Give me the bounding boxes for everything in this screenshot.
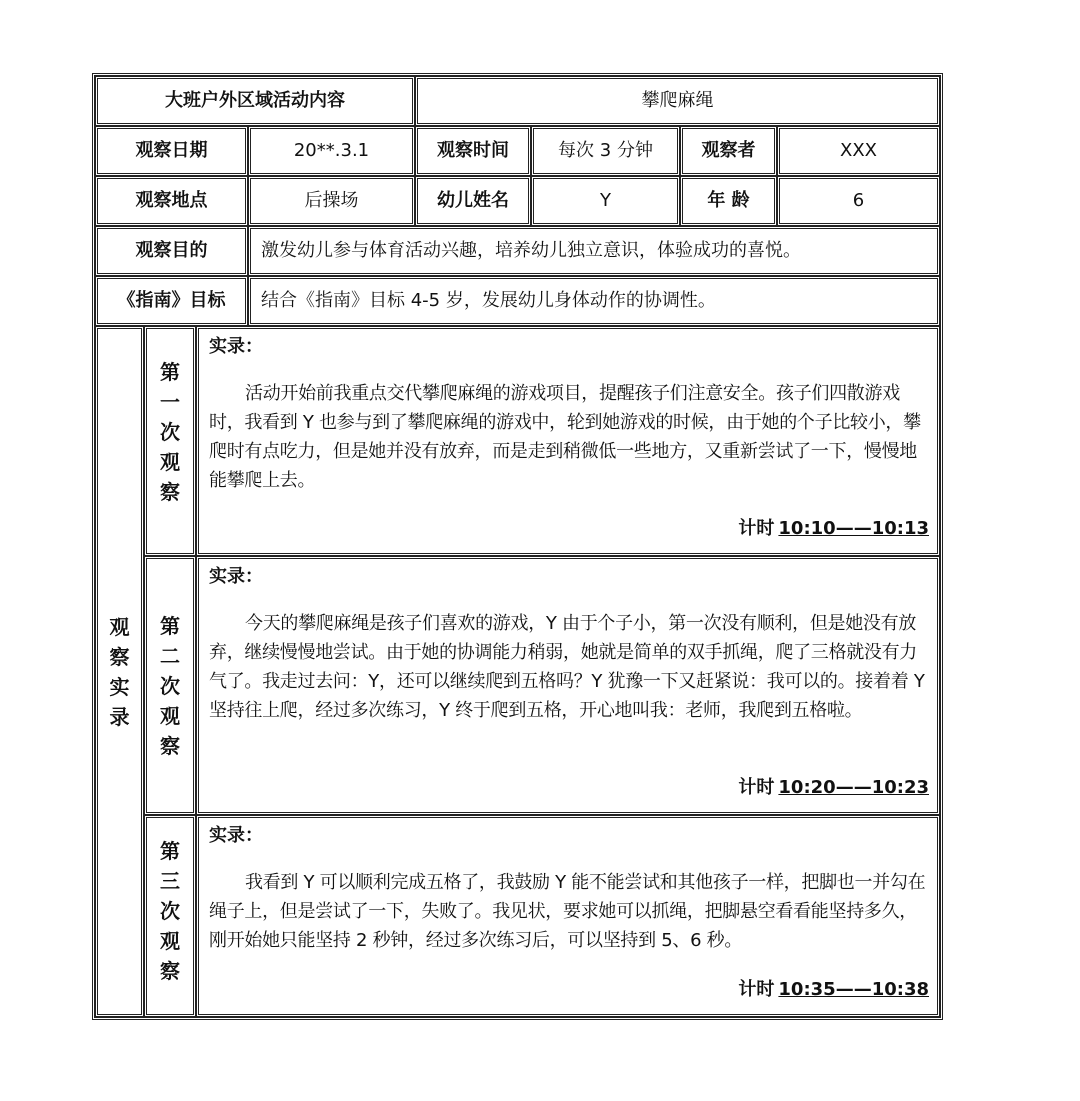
timer-label: 计时: [738, 777, 775, 798]
activity-row: [95, 76, 940, 126]
observation-title-1: 第 一 次 观 察: [144, 326, 196, 556]
records-section-label: 观 察 实 录: [95, 326, 144, 1017]
timer-label: 计时: [738, 518, 775, 539]
place-value: 后操场: [248, 176, 415, 226]
observer-value: XXX: [777, 126, 940, 176]
time-label: 观察时间: [415, 126, 531, 176]
date-value: 20**.3.1: [248, 126, 415, 176]
observation-title-3: 第 三 次 观 察: [144, 815, 196, 1017]
record-heading: 实录：: [209, 336, 263, 357]
record-timer: [738, 517, 929, 541]
purpose-row: [95, 226, 940, 276]
guide-label: 《指南》目标: [95, 276, 248, 326]
timer-value: 10:35——10:38: [778, 979, 929, 1000]
observation-record-sheet: [92, 73, 937, 1015]
record-timer: [738, 776, 929, 800]
record-heading: 实录：: [209, 825, 263, 846]
time-value: 每次 3 分钟: [531, 126, 680, 176]
date-label: 观察日期: [95, 126, 248, 176]
child-name-label: 幼儿姓名: [415, 176, 531, 226]
place-row: [95, 176, 940, 226]
age-label: 年 龄: [680, 176, 777, 226]
observer-label: 观察者: [680, 126, 777, 176]
activity-value: 攀爬麻绳: [415, 76, 940, 126]
observation-title-2: 第 二 次 观 察: [144, 556, 196, 815]
purpose-label: 观察目的: [95, 226, 248, 276]
date-row: [95, 126, 940, 176]
observation-record-1: [196, 326, 940, 556]
observation-row-1: [95, 326, 940, 556]
age-value: 6: [777, 176, 940, 226]
child-name-value: Y: [531, 176, 680, 226]
guide-row: [95, 276, 940, 326]
observation-table: [92, 73, 943, 1020]
record-body: 我看到 Y 可以顺利完成五格了，我鼓励 Y 能不能尝试和其他孩子一样，把脚也一并勾在绳子上，但是尝试了一下，失败了。我见状，要求她可以抓绳，把脚悬空看看能坚持多久，刚开始她只能坚持 2 秒钟，经过多次练习后，可以坚持到 5、6 秒。: [209, 872, 926, 951]
observation-row-2: [95, 556, 940, 815]
observation-record-3: [196, 815, 940, 1017]
activity-label: 大班户外区域活动内容: [95, 76, 415, 126]
timer-value: 10:10——10:13: [778, 518, 929, 539]
guide-value: 结合《指南》目标 4-5 岁，发展幼儿身体动作的协调性。: [248, 276, 940, 326]
purpose-value: 激发幼儿参与体育活动兴趣，培养幼儿独立意识，体验成功的喜悦。: [248, 226, 940, 276]
timer-value: 10:20——10:23: [778, 777, 929, 798]
observation-row-3: [95, 815, 940, 1017]
record-heading: 实录：: [209, 566, 263, 587]
observation-record-2: [196, 556, 940, 815]
record-timer: [738, 978, 929, 1002]
timer-label: 计时: [738, 979, 775, 1000]
record-body: 活动开始前我重点交代攀爬麻绳的游戏项目，提醒孩子们注意安全。孩子们四散游戏时，我看到 Y 也参与到了攀爬麻绳的游戏中，轮到她游戏的时候，由于她的个子比较小，攀爬时有点吃力，但是她并没有放弃，而是走到稍微低一些地方，又重新尝试了一下，慢慢地能攀爬上去。: [209, 383, 921, 491]
place-label: 观察地点: [95, 176, 248, 226]
record-body: 今天的攀爬麻绳是孩子们喜欢的游戏，Y 由于个子小，第一次没有顺利，但是她没有放弃，继续慢慢地尝试。由于她的协调能力稍弱，她就是简单的双手抓绳，爬了三格就没有力气了。我走过去问：Y，还可以继续爬到五格吗？Y 犹豫一下又赶紧说：我可以的。接着着 Y 坚持往上爬，经过多次练习，Y 终于爬到五格，开心地叫我：老师，我爬到五格啦。: [209, 613, 925, 721]
